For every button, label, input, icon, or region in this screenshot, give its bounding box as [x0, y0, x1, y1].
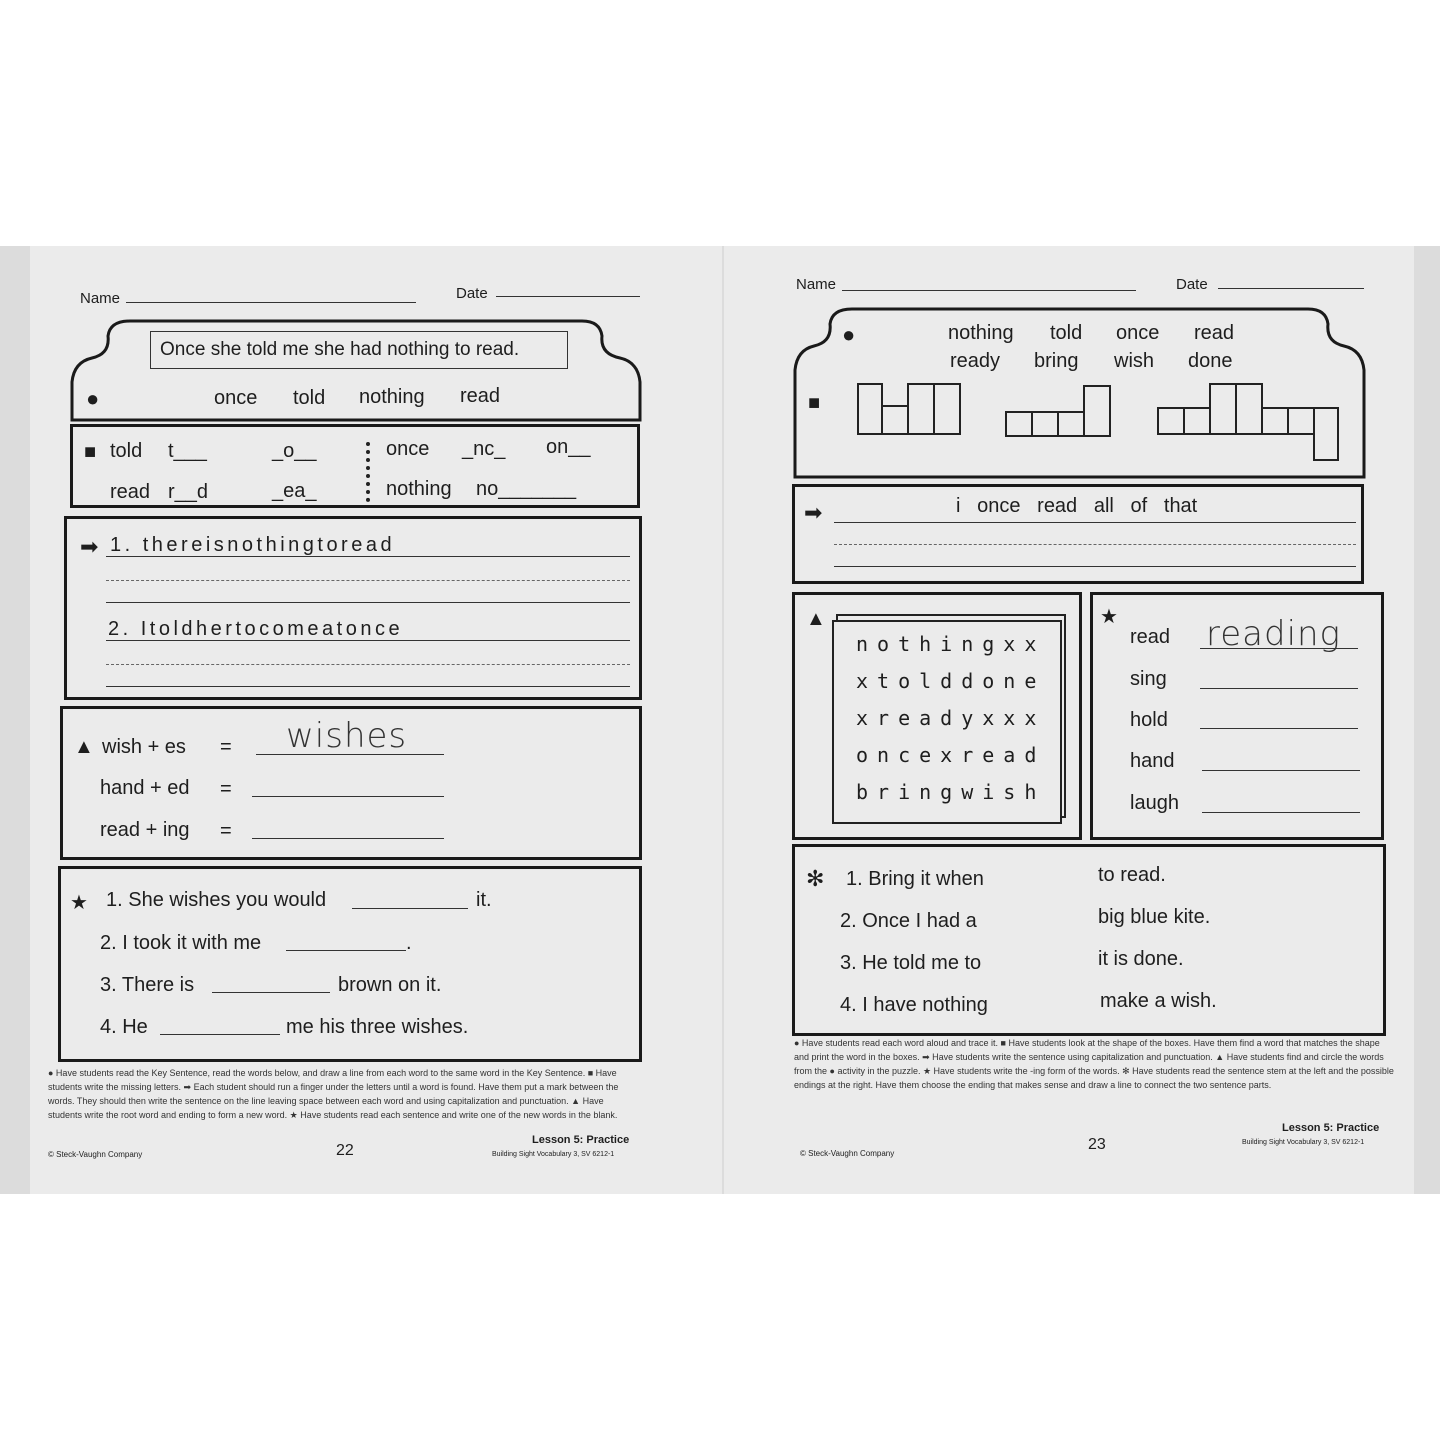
- writing-line: [834, 566, 1356, 567]
- copyright: © Steck-Vaughn Company: [48, 1150, 143, 1159]
- date-line: [1218, 288, 1364, 289]
- answer-line: [1200, 728, 1358, 729]
- word-told: told: [1050, 322, 1083, 344]
- answer-line: [1202, 812, 1360, 813]
- answer-line: [252, 838, 444, 839]
- missing-word: told: [110, 440, 143, 462]
- word-read: read: [1194, 322, 1235, 344]
- triangle-icon: ▲: [806, 608, 826, 630]
- bullet-icon: ●: [86, 386, 100, 411]
- lesson-title: Lesson 5: Practice: [1282, 1122, 1380, 1134]
- ing-word: laugh: [1130, 792, 1179, 814]
- sentence-run-2: 2. Itoldhertocomeatonce: [108, 618, 404, 640]
- writing-line: [106, 556, 630, 557]
- teacher-instructions: ● Have students read each word aloud and trace it. ■ Have students look at the shape of the boxes. Have them find a word that matches the shape and print the word in the boxes. ➡ Have students write the sentence using capitalization and punctuation. ▲ Have students find and circle the words from the ● activity in the puzzle. ★ Have students write the -ing form of the words. ✻ Have students read the sentence stem at the left and the possible endings at the right. Have them choose the ending that makes sense and draw a line to connect the two sentence parts.: [794, 1038, 1394, 1090]
- ing-answer: reading: [1206, 614, 1341, 654]
- word-wish: wish: [1114, 350, 1155, 372]
- answer-line: [1200, 688, 1358, 689]
- bullet-word-read: read: [460, 385, 501, 407]
- equals-sign: =: [220, 736, 232, 758]
- name-line: [126, 302, 416, 303]
- sentence-stem: 4. I have nothing: [840, 994, 988, 1016]
- missing-word: read: [110, 481, 151, 503]
- page-22: [30, 246, 722, 1194]
- triangle-icon: ▲: [74, 736, 94, 758]
- book-title: Building Sight Vocabulary 3, SV 6212-1: [1242, 1139, 1365, 1146]
- star-icon: ★: [1100, 606, 1118, 628]
- missing-blank: t___: [168, 440, 207, 462]
- equals-sign: =: [220, 820, 232, 842]
- missing-blank: _nc_: [462, 438, 506, 460]
- arrow-icon: ➡: [804, 500, 823, 525]
- sentence-ending: to read.: [1098, 864, 1166, 886]
- key-sentence: Once she told me she had nothing to read.: [160, 339, 520, 360]
- ing-word: read: [1130, 626, 1171, 648]
- root-expression: wish + es: [102, 736, 186, 758]
- sentence-run-1: 1. thereisnothingtoread: [110, 534, 396, 556]
- writing-line: [834, 522, 1356, 523]
- puzzle-row: xreadyxxx: [856, 706, 1046, 730]
- blank-line: [286, 950, 406, 951]
- sentence-4-end: me his three wishes.: [286, 1016, 469, 1038]
- lesson-title: Lesson 5: Practice: [532, 1134, 630, 1146]
- missing-blank: no_______: [476, 478, 577, 500]
- ing-word: sing: [1130, 668, 1167, 690]
- key-sentence-box: [150, 331, 568, 369]
- root-expression: read + ing: [100, 819, 190, 841]
- sentence-1-end: it.: [476, 889, 492, 911]
- arrow-icon: ➡: [80, 534, 99, 559]
- blank-line: [160, 1034, 280, 1035]
- writing-midline: [834, 544, 1356, 545]
- date-label: Date: [456, 285, 488, 302]
- divider: [366, 442, 374, 502]
- word-search-grid: [832, 620, 1062, 824]
- equals-sign: =: [220, 778, 232, 800]
- sentence-2-end: .: [406, 932, 412, 954]
- ing-word: hand: [1130, 750, 1175, 772]
- answer-wishes: wishes: [286, 716, 408, 756]
- missing-blank: _ea_: [272, 480, 317, 502]
- sentence-3: 3. There is: [100, 974, 195, 996]
- sentence-stem: 2. Once I had a: [840, 910, 977, 932]
- date-label: Date: [1176, 276, 1208, 293]
- star-icon: ★: [70, 892, 88, 914]
- blank-line: [352, 908, 468, 909]
- page-number: 23: [1088, 1136, 1106, 1153]
- puzzle-row: oncexread: [856, 743, 1046, 767]
- word-bring: bring: [1034, 350, 1079, 372]
- missing-blank: r__d: [168, 481, 209, 503]
- sentence-stem: 1. Bring it when: [846, 868, 984, 890]
- word-nothing: nothing: [948, 322, 1014, 344]
- page-number: 22: [336, 1142, 354, 1159]
- bullet-word-nothing: nothing: [359, 386, 425, 408]
- root-expression: hand + ed: [100, 777, 190, 799]
- workbook-spread: [0, 246, 1440, 1194]
- page-23: [724, 246, 1414, 1194]
- writing-midline: [106, 580, 630, 581]
- sentence-ending: it is done.: [1098, 948, 1184, 970]
- writing-line: [106, 686, 630, 687]
- writing-line: [106, 602, 630, 603]
- missing-blank: on__: [546, 436, 591, 458]
- blank-line: [212, 992, 330, 993]
- missing-blank: _o__: [272, 440, 317, 462]
- sentence-ending: big blue kite.: [1098, 906, 1211, 928]
- word-shape-boxes: [856, 382, 1346, 462]
- bullet-word-once: once: [214, 387, 258, 409]
- word-once: once: [1116, 322, 1160, 344]
- sentence-to-write: i once read all of that: [956, 495, 1198, 517]
- writing-line: [106, 640, 630, 641]
- sentence-4: 4. He: [100, 1016, 148, 1038]
- answer-line: [1202, 770, 1360, 771]
- missing-word: nothing: [386, 478, 452, 500]
- square-icon: ■: [84, 441, 97, 463]
- name-label: Name: [80, 290, 121, 307]
- sentence-stem: 3. He told me to: [840, 952, 982, 974]
- sentence-1: 1. She wishes you would: [106, 889, 327, 911]
- bullet-icon: ●: [842, 322, 856, 347]
- word-done: done: [1188, 350, 1233, 372]
- teacher-instructions: ● Have students read the Key Sentence, read the words below, and draw a line from each word to the same word in the Key Sentence. ■ Have students write the missing letters. ➡ Each student should run a finger under the letters until a word is found. Have them put a mark between the words. They should then write the sentence on the line leaving space between each word and using capitalization and punctuation. ▲ Have students write the root word and ending to form a new word. ★ Have students read each sentence and write one of the new words in the blank.: [48, 1068, 619, 1120]
- square-icon: ■: [808, 392, 821, 414]
- book-title: Building Sight Vocabulary 3, SV 6212-1: [492, 1151, 615, 1158]
- writing-midline: [106, 664, 630, 665]
- puzzle-row: xtolddone: [856, 669, 1046, 693]
- word-ready: ready: [950, 350, 1001, 372]
- bullet-word-told: told: [293, 387, 326, 409]
- answer-line: [256, 754, 444, 755]
- puzzle-row: bringwish: [856, 780, 1046, 804]
- missing-word: once: [386, 438, 430, 460]
- copyright: © Steck-Vaughn Company: [800, 1149, 895, 1158]
- asterisk-icon: ✻: [806, 866, 825, 891]
- sentence-2: 2. I took it with me: [100, 932, 262, 954]
- sentence-3-end: brown on it.: [338, 974, 442, 996]
- name-label: Name: [796, 276, 837, 293]
- name-line: [842, 290, 1136, 291]
- date-line: [496, 296, 640, 297]
- answer-line: [252, 796, 444, 797]
- puzzle-row: nothingxx: [856, 632, 1046, 656]
- sentence-ending: make a wish.: [1100, 990, 1217, 1012]
- ing-word: hold: [1130, 709, 1168, 731]
- answer-line: [1200, 648, 1358, 649]
